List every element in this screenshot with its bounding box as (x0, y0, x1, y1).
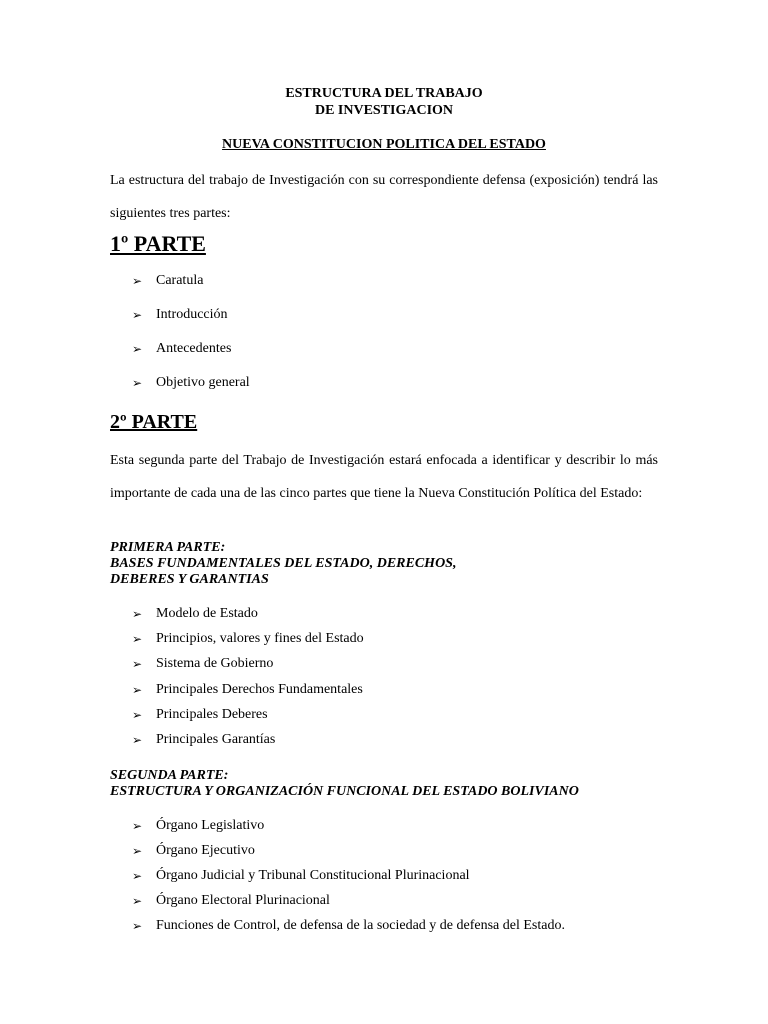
list-item-label: Órgano Legislativo (156, 818, 265, 833)
list-item (132, 630, 364, 655)
list-item (132, 681, 364, 706)
list-item (132, 867, 565, 892)
part-2-paragraph: Esta segunda parte del Trabajo de Investigación estará enfocada a identificar y describir lo más importante de cada una de las cinco partes que tiene la Nueva Constitución Política del Estado: (110, 453, 658, 501)
arrow-bullet-icon: ➢ (132, 844, 143, 858)
document-title-line-2: DE INVESTIGACION (314, 103, 454, 118)
segunda-parte-list (132, 817, 565, 942)
part-2-heading: 2º PARTE (110, 411, 198, 433)
arrow-bullet-icon: ➢ (132, 657, 143, 672)
primera-parte-line-3: DEBERES Y GARANTIAS (110, 572, 269, 587)
segunda-parte-line-1: SEGUNDA PARTE: (110, 768, 229, 783)
list-item (132, 340, 250, 374)
arrow-bullet-icon: ➢ (132, 376, 143, 390)
list-item (132, 374, 250, 408)
list-item-label: Antecedentes (156, 341, 232, 356)
arrow-bullet-icon: ➢ (132, 819, 143, 833)
document-subtitle: NUEVA CONSTITUCION POLITICA DEL ESTADO (222, 137, 546, 152)
list-item-label: Objetivo general (156, 375, 250, 390)
segunda-parte-line-2: ESTRUCTURA Y ORGANIZACIÓN FUNCIONAL DEL ESTADO BOLIVIANO (110, 784, 579, 799)
list-item-label: Sistema de Gobierno (156, 656, 274, 672)
intro-paragraph: La estructura del trabajo de Investigación con su correspondiente defensa (exposición) tendrá las siguientes tres partes: (110, 173, 658, 221)
list-item-label: Introducción (156, 307, 228, 322)
primera-parte-list (132, 605, 364, 756)
list-item-label: Principales Garantías (156, 731, 276, 747)
list-item (132, 917, 565, 942)
list-item-label: Modelo de Estado (156, 606, 258, 621)
segunda-parte-title (110, 768, 579, 800)
list-item-label: Principales Derechos Fundamentales (156, 681, 363, 697)
list-item-label: Funciones de Control, de defensa de la sociedad y de defensa del Estado. (156, 918, 565, 933)
arrow-bullet-icon: ➢ (132, 732, 143, 747)
list-item-label: Principales Deberes (156, 706, 268, 722)
arrow-bullet-icon: ➢ (132, 707, 143, 722)
list-item-label: Órgano Electoral Plurinacional (156, 893, 330, 908)
arrow-bullet-icon: ➢ (132, 342, 143, 356)
part-1-heading: 1º PARTE (110, 231, 206, 256)
list-item-label: Órgano Judicial y Tribunal Constitucional Plurinacional (156, 868, 470, 883)
arrow-bullet-icon: ➢ (132, 274, 143, 288)
part-1-list (132, 272, 250, 408)
arrow-bullet-icon: ➢ (132, 894, 143, 908)
primera-parte-title (110, 540, 456, 588)
list-item-label: Caratula (156, 273, 204, 288)
list-item (132, 306, 250, 340)
list-item (132, 655, 364, 680)
primera-parte-line-1: PRIMERA PARTE: (110, 540, 226, 555)
document-title-line-1: ESTRUCTURA DEL TRABAJO (285, 86, 483, 101)
arrow-bullet-icon: ➢ (132, 869, 143, 883)
primera-parte-line-2: BASES FUNDAMENTALES DEL ESTADO, DERECHOS, (110, 556, 457, 571)
list-item-label: Principios, valores y fines del Estado (156, 631, 364, 647)
arrow-bullet-icon: ➢ (132, 682, 143, 697)
arrow-bullet-icon: ➢ (132, 607, 143, 621)
list-item (132, 272, 250, 306)
list-item (132, 892, 565, 917)
arrow-bullet-icon: ➢ (132, 308, 143, 322)
list-item (132, 605, 364, 630)
arrow-bullet-icon: ➢ (132, 919, 143, 933)
list-item (132, 731, 364, 756)
list-item-label: Órgano Ejecutivo (156, 843, 255, 858)
arrow-bullet-icon: ➢ (132, 632, 143, 647)
list-item (132, 706, 364, 731)
list-item (132, 817, 565, 842)
list-item (132, 842, 565, 867)
